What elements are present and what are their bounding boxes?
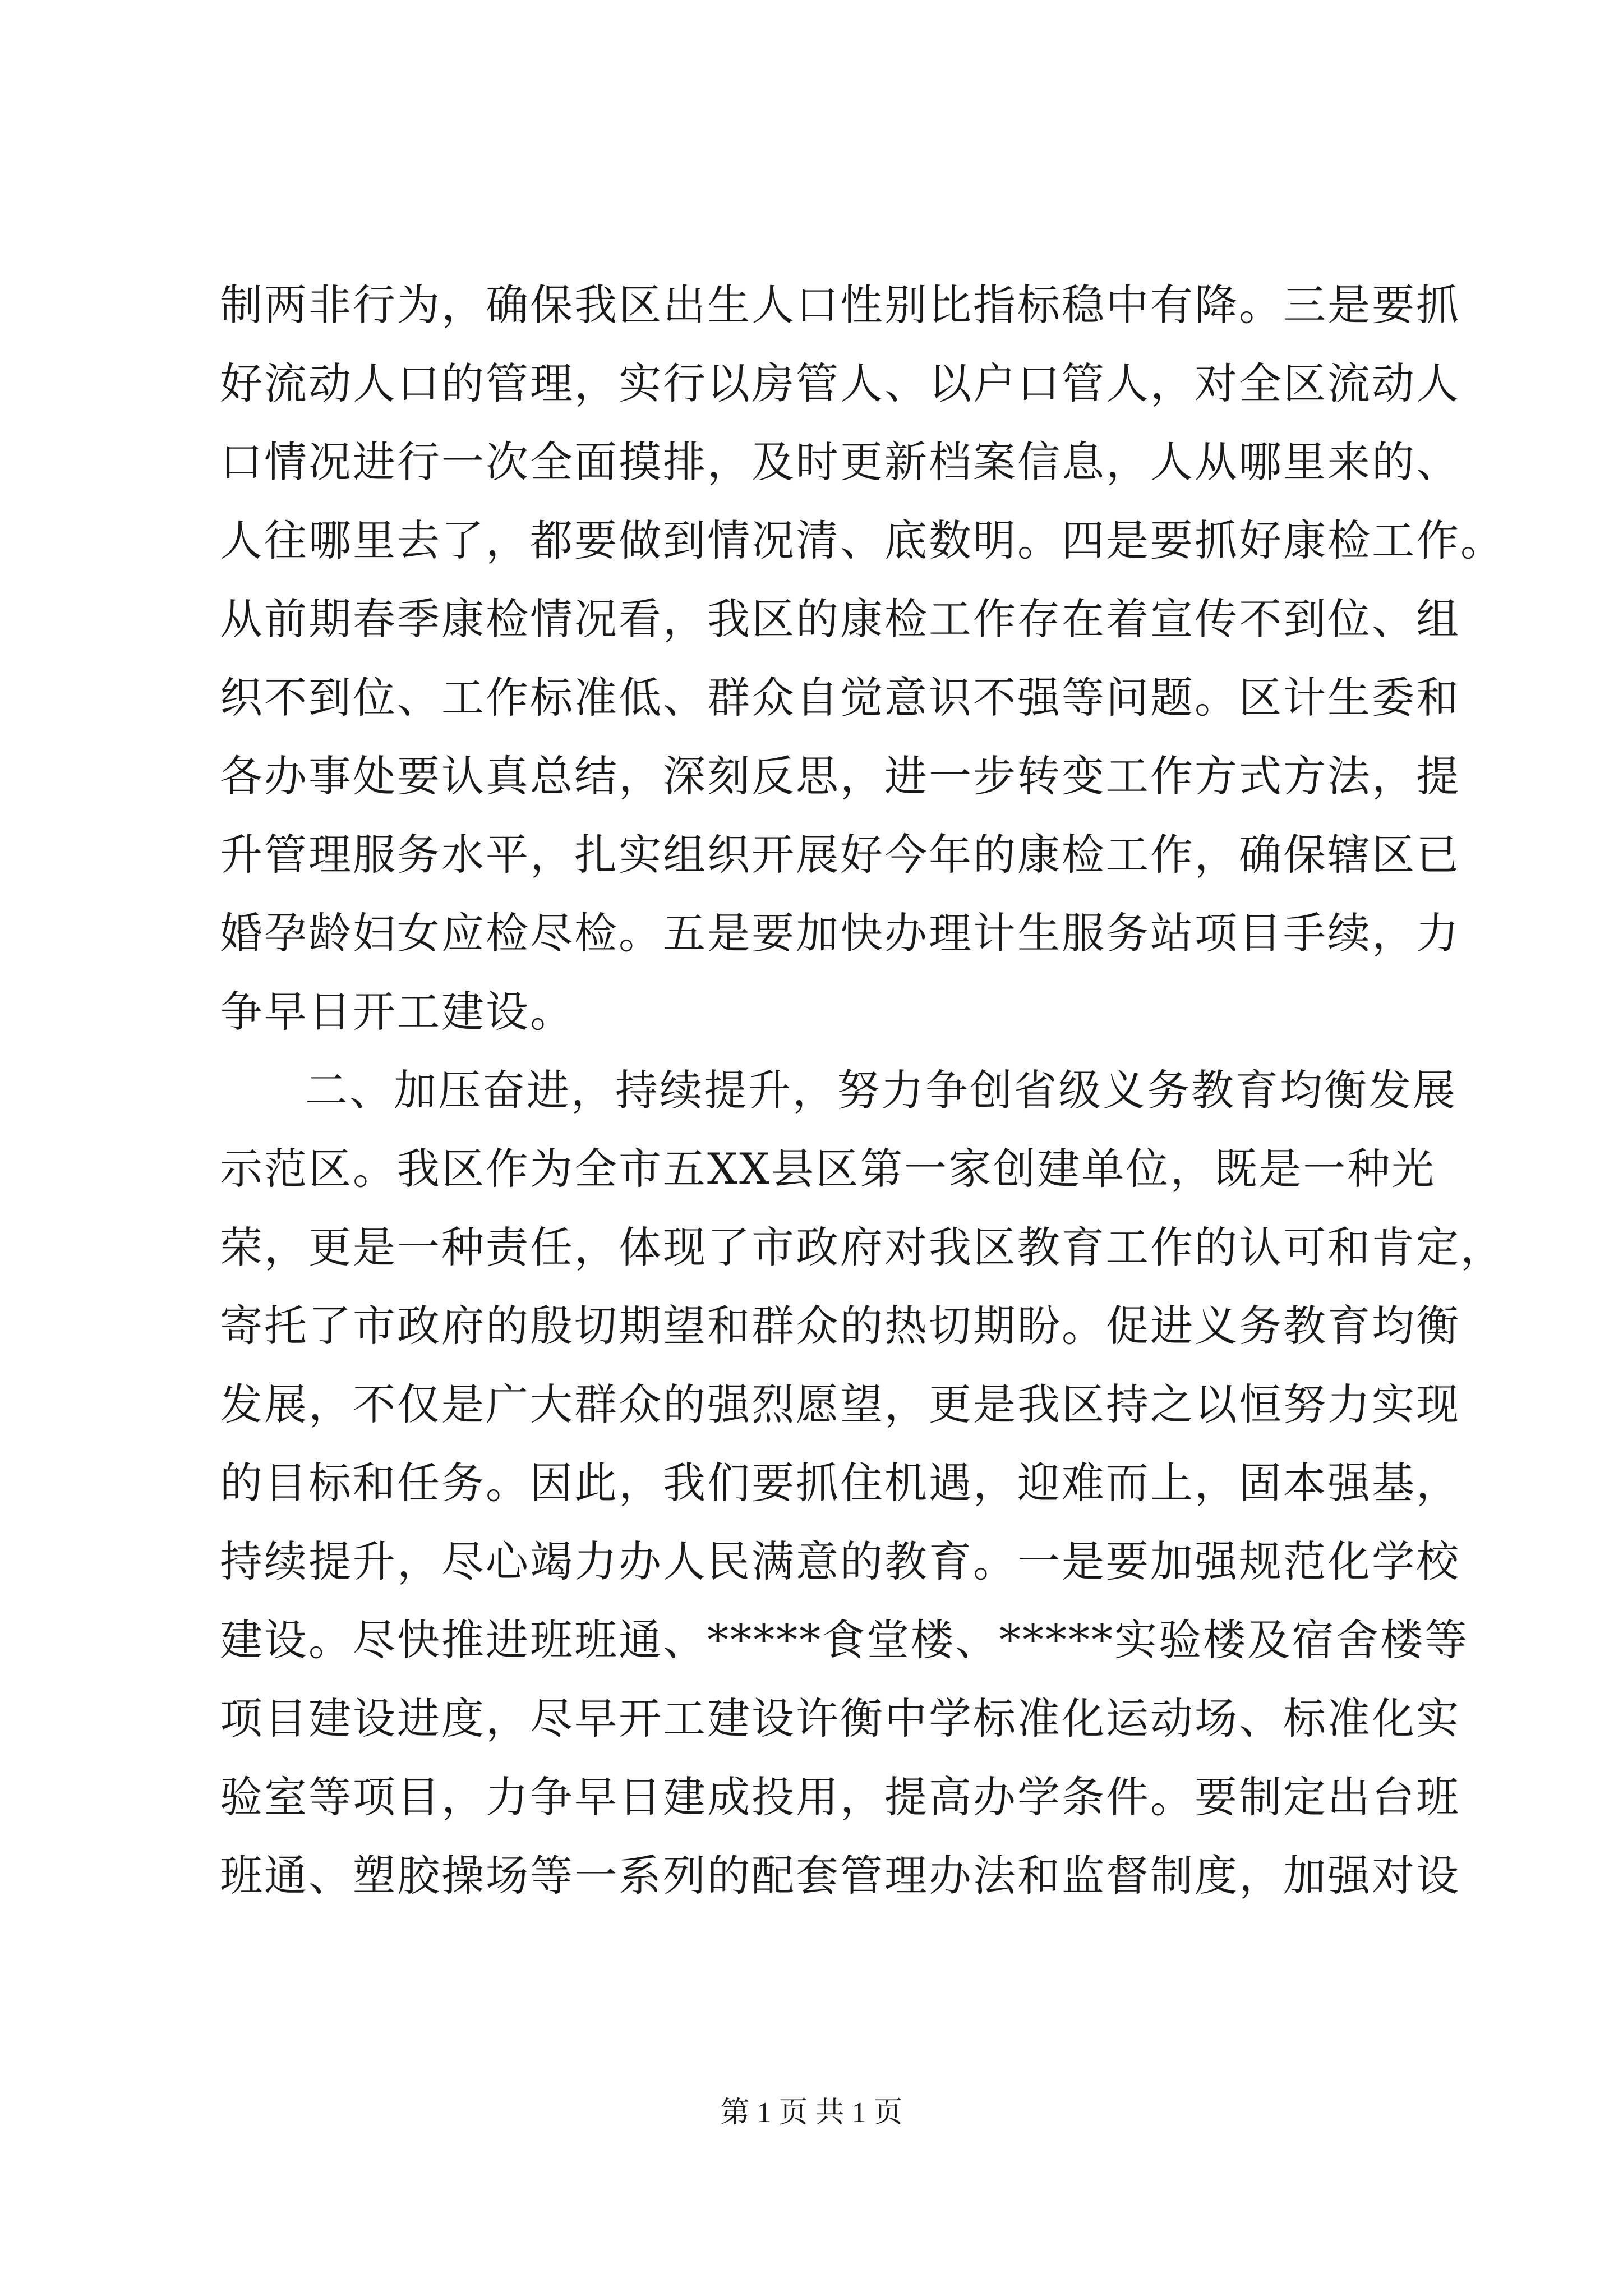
body-line: 持续提升，尽心竭力办人民满意的教育。一是要加强规范化学校	[220, 1536, 1460, 1586]
body-line: 各办事处要认真总结，深刻反思，进一步转变工作方式方法，提	[220, 751, 1460, 801]
section-heading-line: 二、加压奋进，持续提升，努力争创省级义务教育均衡发展	[305, 1065, 1457, 1115]
body-line: 发展，不仅是广大群众的强烈愿望，更是我区持之以恒努力实现	[220, 1379, 1460, 1429]
body-line-paragraph-end: 争早日开工建设。	[220, 987, 574, 1037]
document-body	[220, 266, 1505, 1915]
body-line: 升管理服务水平，扎实组织开展好今年的康检工作，确保辖区已	[220, 830, 1460, 880]
body-line: 人往哪里去了，都要做到情况清、底数明。四是要抓好康检工作。	[220, 516, 1505, 565]
body-line: 项目建设进度，尽早开工建设许衡中学标准化运动场、标准化实	[220, 1694, 1460, 1743]
body-line: 班通、塑胶操场等一系列的配套管理办法和监督制度，加强对设	[220, 1851, 1460, 1901]
body-line: 口情况进行一次全面摸排，及时更新档案信息，人从哪里来的、	[220, 437, 1460, 487]
body-line: 好流动人口的管理，实行以房管人、以户口管人，对全区流动人	[220, 358, 1460, 408]
body-line: 验室等项目，力争早日建成投用，提高办学条件。要制定出台班	[220, 1772, 1460, 1822]
body-line: 织不到位、工作标准低、群众自觉意识不强等问题。区计生委和	[220, 673, 1460, 723]
body-line: 荣，更是一种责任，体现了市政府对我区教育工作的认可和肯定，	[220, 1222, 1505, 1272]
body-line: 婚孕龄妇女应检尽检。五是要加快办理计生服务站项目手续，力	[220, 908, 1460, 958]
body-line: 制两非行为，确保我区出生人口性别比指标稳中有降。三是要抓	[220, 280, 1460, 330]
body-line: 从前期春季康检情况看，我区的康检工作存在着宣传不到位、组	[220, 594, 1460, 644]
body-line: 建设。尽快推进班班通、*****食堂楼、*****实验楼及宿舍楼等	[220, 1615, 1469, 1665]
body-line: 寄托了市政府的殷切期望和群众的热切期盼。促进义务教育均衡	[220, 1301, 1460, 1351]
body-line: 示范区。我区作为全市五XX县区第一家创建单位，既是一种光	[220, 1144, 1436, 1194]
body-line: 的目标和任务。因此，我们要抓住机遇，迎难而上，固本强基，	[220, 1458, 1460, 1508]
page-number-footer: 第 1 页 共 1 页	[720, 2097, 903, 2129]
